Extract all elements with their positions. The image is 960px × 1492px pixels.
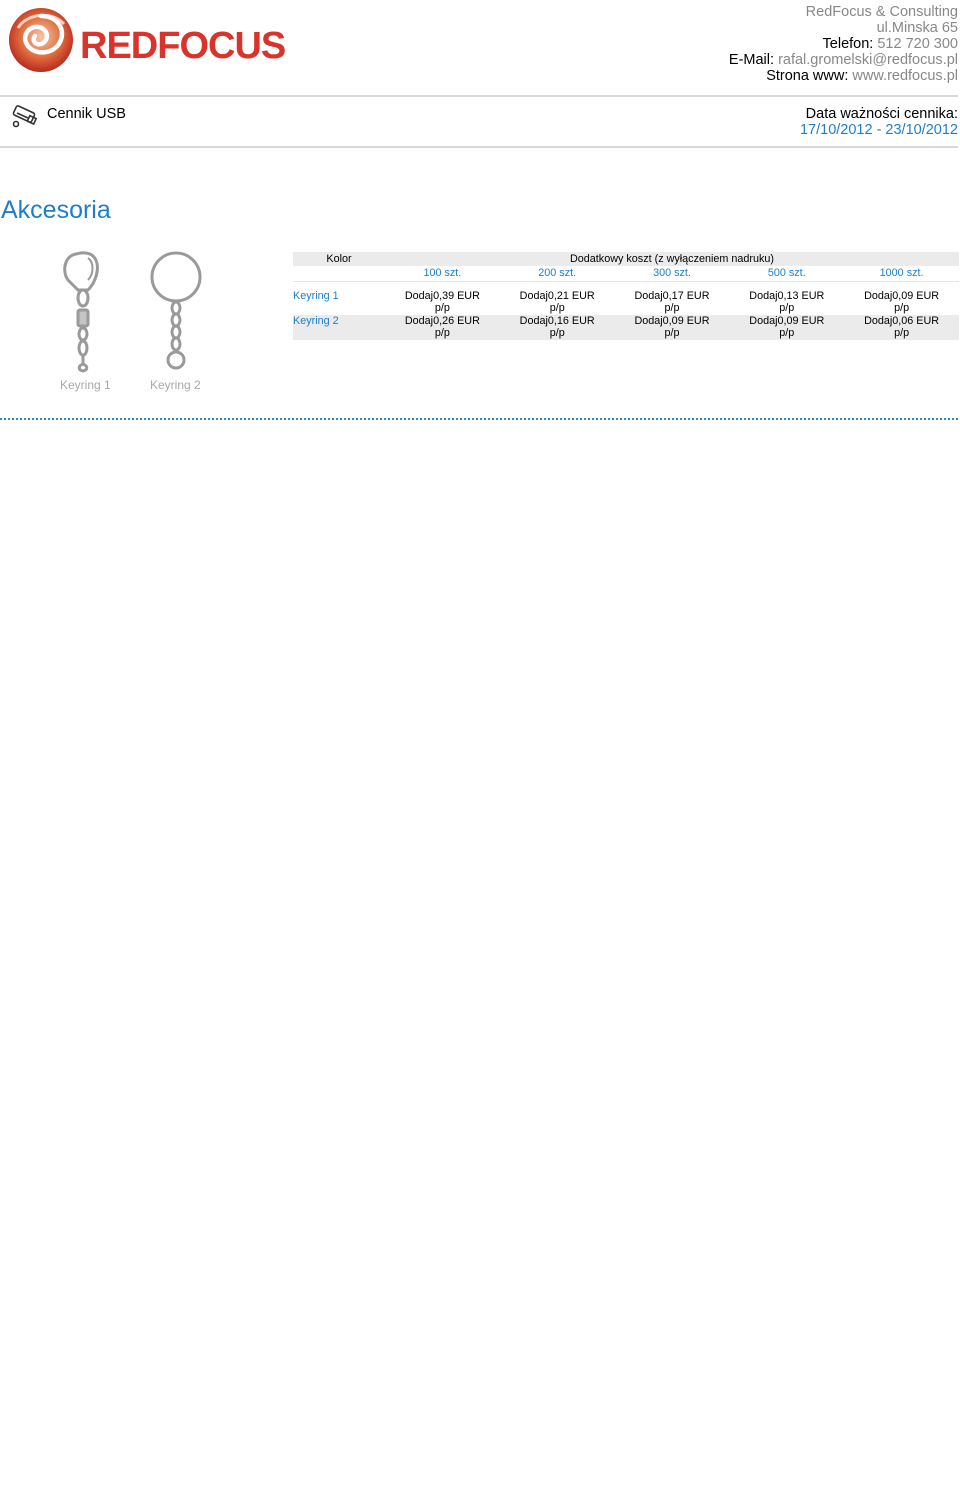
usb-drive-icon <box>10 100 40 130</box>
row-name[interactable]: Keyring 2 <box>293 315 339 327</box>
section-title: Akcesoria <box>1 196 111 224</box>
table-row <box>293 315 959 340</box>
website-label: Strona www: <box>766 68 849 84</box>
price-cell: Dodaj0,13 EUR p/p <box>749 290 825 315</box>
validity-label: Data ważności cennika: <box>805 106 958 122</box>
table-header-row <box>293 252 959 266</box>
qty-header: 1000 szt. <box>844 266 959 282</box>
email-link[interactable]: rafal.gromelski@redfocus.pl <box>778 52 958 68</box>
price-cell: Dodaj0,09 EUR p/p <box>615 315 730 340</box>
price-cell: Dodaj0,21 EUR p/p <box>519 290 595 315</box>
company-website <box>766 68 958 84</box>
quantity-header-row <box>293 266 959 282</box>
company-email <box>729 52 958 68</box>
row-name[interactable]: Keyring 1 <box>293 290 339 302</box>
email-label: E-Mail: <box>728 52 775 68</box>
validity-dates: 17/10/2012 - 23/10/2012 <box>799 122 958 138</box>
price-cell: Dodaj0,17 EUR p/p <box>634 290 710 315</box>
qty-header: 200 szt. <box>500 266 615 282</box>
pricelist-title: Cennik USB <box>47 106 126 122</box>
keyring-ring-icon <box>146 250 206 375</box>
price-cell: Dodaj0,16 EUR p/p <box>500 315 615 340</box>
qty-header: 300 szt. <box>615 266 730 282</box>
col-extra-cost: Dodatkowy koszt (z wyłączeniem nadruku) <box>385 252 959 266</box>
price-table <box>293 252 959 340</box>
header-divider <box>0 95 958 97</box>
company-address: ul.Minska 65 <box>876 20 958 36</box>
logo-text: REDFOCUS <box>80 25 286 67</box>
keyring-clasp-icon <box>58 250 114 375</box>
qty-header: 100 szt. <box>385 266 500 282</box>
website-link[interactable]: www.redfocus.pl <box>852 68 958 84</box>
section-separator <box>0 418 958 420</box>
price-cell: Dodaj0,09 EUR p/p <box>729 315 844 340</box>
redfocus-logo <box>8 6 286 78</box>
table-row <box>293 290 959 315</box>
qty-header: 500 szt. <box>729 266 844 282</box>
company-name: RedFocus & Consulting <box>805 4 958 20</box>
price-cell: Dodaj0,09 EUR p/p <box>864 290 940 315</box>
title-divider <box>0 146 958 148</box>
price-cell: Dodaj0,26 EUR p/p <box>385 315 500 340</box>
price-cell: Dodaj0,39 EUR p/p <box>404 290 480 315</box>
price-cell: Dodaj0,06 EUR p/p <box>844 315 959 340</box>
phone-value: 512 720 300 <box>877 36 958 52</box>
phone-label: Telefon: <box>822 36 874 52</box>
image-caption: Keyring 1 <box>60 378 111 392</box>
col-kolor: Kolor <box>293 252 385 266</box>
company-phone <box>823 36 958 52</box>
image-caption: Keyring 2 <box>150 378 201 392</box>
